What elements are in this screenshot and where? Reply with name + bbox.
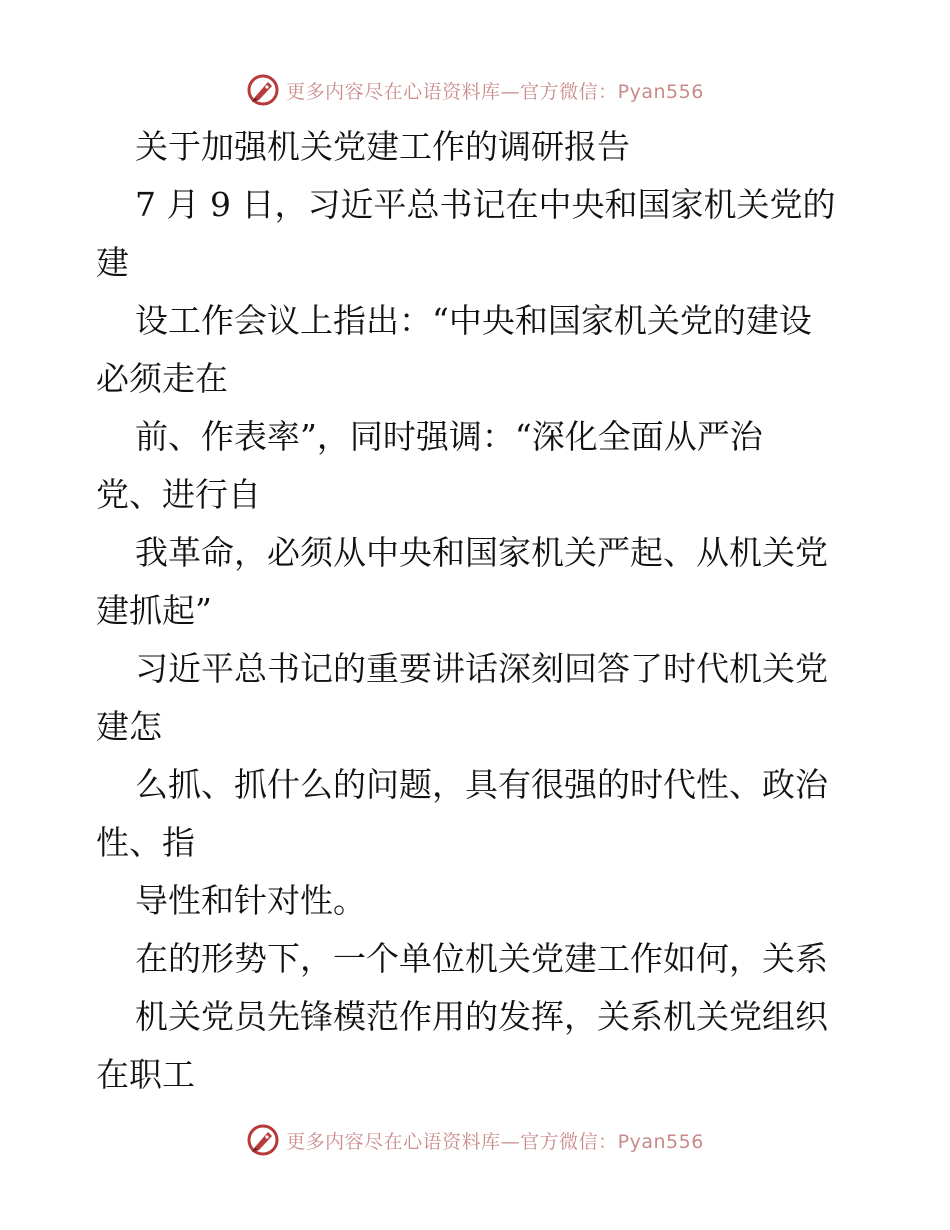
banner-wechat-id: Pyan556 — [617, 80, 704, 103]
banner-main-text: 更多内容尽在心语资料库—官方微信： — [286, 1130, 618, 1153]
paragraph-line: 习近平总书记的重要讲话深刻回答了时代机关党 — [135, 649, 828, 688]
banner-text — [286, 77, 704, 104]
paragraph-line: 么抓、抓什么的问题，具有很强的时代性、政治 — [135, 765, 828, 804]
paragraph-line: 建抓起” — [96, 591, 212, 630]
paragraph-line: 在职工 — [96, 1055, 195, 1094]
pen-nib-logo-icon — [246, 73, 280, 107]
paragraph-line: 导性和针对性。 — [135, 881, 366, 920]
banner-text — [286, 1127, 704, 1154]
paragraph-line: 建怎 — [96, 707, 162, 746]
paragraph-line: 7 月 9 日，习近平总书记在中央和国家机关党的 — [135, 185, 836, 224]
paragraph-line: 建 — [96, 243, 129, 282]
footer-banner — [0, 1120, 950, 1160]
paragraph-line: 设工作会议上指出：“中央和国家机关党的建设 — [135, 301, 812, 340]
document-title: 关于加强机关党建工作的调研报告 — [135, 127, 630, 166]
paragraph-line: 在的形势下，一个单位机关党建工作如何，关系 — [135, 939, 828, 978]
paragraph-line: 前、作表率”，同时强调：“深化全面从严治 — [135, 417, 763, 456]
paragraph-line: 必须走在 — [96, 359, 228, 398]
paragraph-line: 性、指 — [96, 823, 195, 862]
paragraph-line: 机关党员先锋模范作用的发挥，关系机关党组织 — [135, 997, 828, 1036]
paragraph-line: 党、进行自 — [96, 475, 261, 514]
header-banner — [0, 70, 950, 110]
paragraph-line: 我革命，必须从中央和国家机关严起、从机关党 — [135, 533, 828, 572]
banner-main-text: 更多内容尽在心语资料库—官方微信： — [286, 80, 618, 103]
banner-wechat-id: Pyan556 — [617, 1130, 704, 1153]
pen-nib-logo-icon — [246, 1123, 280, 1157]
